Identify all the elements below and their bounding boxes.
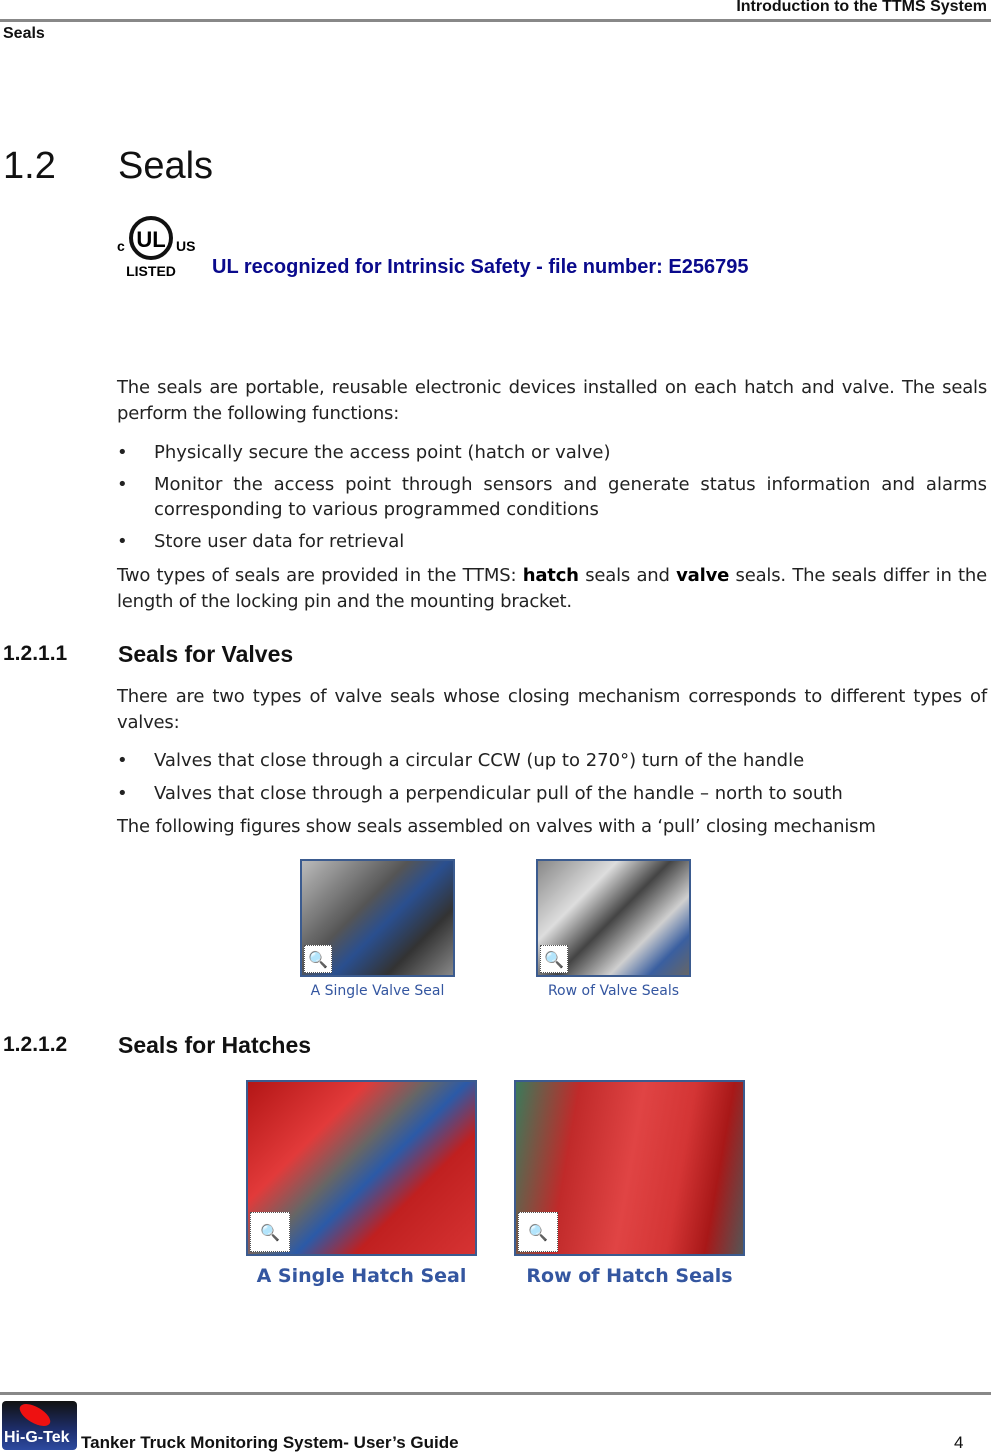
figures-text: The following figures show seals assembled on valves with a ‘pull’ closing mechanism (117, 816, 876, 837)
footer-title: Tanker Truck Monitoring System- User’s Guide (81, 1433, 459, 1452)
subsection-title: Seals for Valves (118, 641, 294, 667)
figure-caption[interactable]: A Single Valve Seal (310, 983, 445, 999)
footer-divider (0, 1392, 991, 1395)
header-title: Introduction to the TTMS System (736, 0, 987, 15)
subsection-number: 1.2.1.2 (3, 1033, 68, 1056)
list-item: • Valves that close through a perpendicular pull of the handle – north to south (117, 781, 987, 806)
types-paragraph: Two types of seals are provided in the TTMS: hatch seals and valve seals. The seals differ in the length of the locking pin and the mounting bracket. (117, 565, 987, 612)
list-item: • Store user data for retrieval (117, 529, 987, 554)
svg-text:US: US (176, 238, 196, 254)
hi-g-tek-logo: Hi-G-Tek (2, 1401, 77, 1450)
single-valve-seal-image[interactable] (300, 859, 455, 977)
subsection-number: 1.2.1.1 (3, 642, 68, 665)
subsection-title: Seals for Hatches (118, 1032, 312, 1058)
heading-title: Seals (118, 145, 214, 187)
zoom-icon[interactable]: 🔍 (518, 1212, 558, 1252)
valves-intro: There are two types of valve seals whose closing mechanism corresponds to different types of valves: (117, 686, 987, 733)
page-number: 4 (954, 1433, 964, 1452)
ul-recognition-text: UL recognized for Intrinsic Safety - file number: E256795 (212, 256, 749, 278)
header-divider (0, 19, 991, 22)
zoom-icon[interactable]: 🔍 (540, 945, 568, 973)
header-section: Seals (3, 25, 45, 42)
list-item: • Physically secure the access point (hatch or valve) (117, 440, 987, 465)
list-item: • Valves that close through a circular CCW (up to 270°) turn of the handle (117, 748, 987, 773)
single-hatch-seal-image[interactable] (246, 1080, 477, 1256)
row-valve-seals-image[interactable] (536, 859, 691, 977)
heading-number: 1.2 (3, 145, 56, 187)
list-item: • Monitor the access point through sensors and generate status information and alarms corresponding to various programmed conditions (117, 472, 987, 522)
figure-caption[interactable]: A Single Hatch Seal (256, 1265, 467, 1287)
figure-caption[interactable]: Row of Hatch Seals (526, 1265, 733, 1287)
intro-paragraph: The seals are portable, reusable electronic devices installed on each hatch and valve. The seals perform the following functions: (117, 377, 987, 424)
svg-text:c: c (117, 238, 125, 254)
ul-listed-logo (115, 214, 197, 280)
zoom-icon[interactable]: 🔍 (304, 945, 332, 973)
svg-text:UL: UL (136, 227, 166, 252)
row-hatch-seals-image[interactable] (514, 1080, 745, 1256)
svg-text:LISTED: LISTED (126, 263, 176, 279)
zoom-icon[interactable]: 🔍 (250, 1212, 290, 1252)
figure-caption[interactable]: Row of Valve Seals (547, 983, 680, 999)
